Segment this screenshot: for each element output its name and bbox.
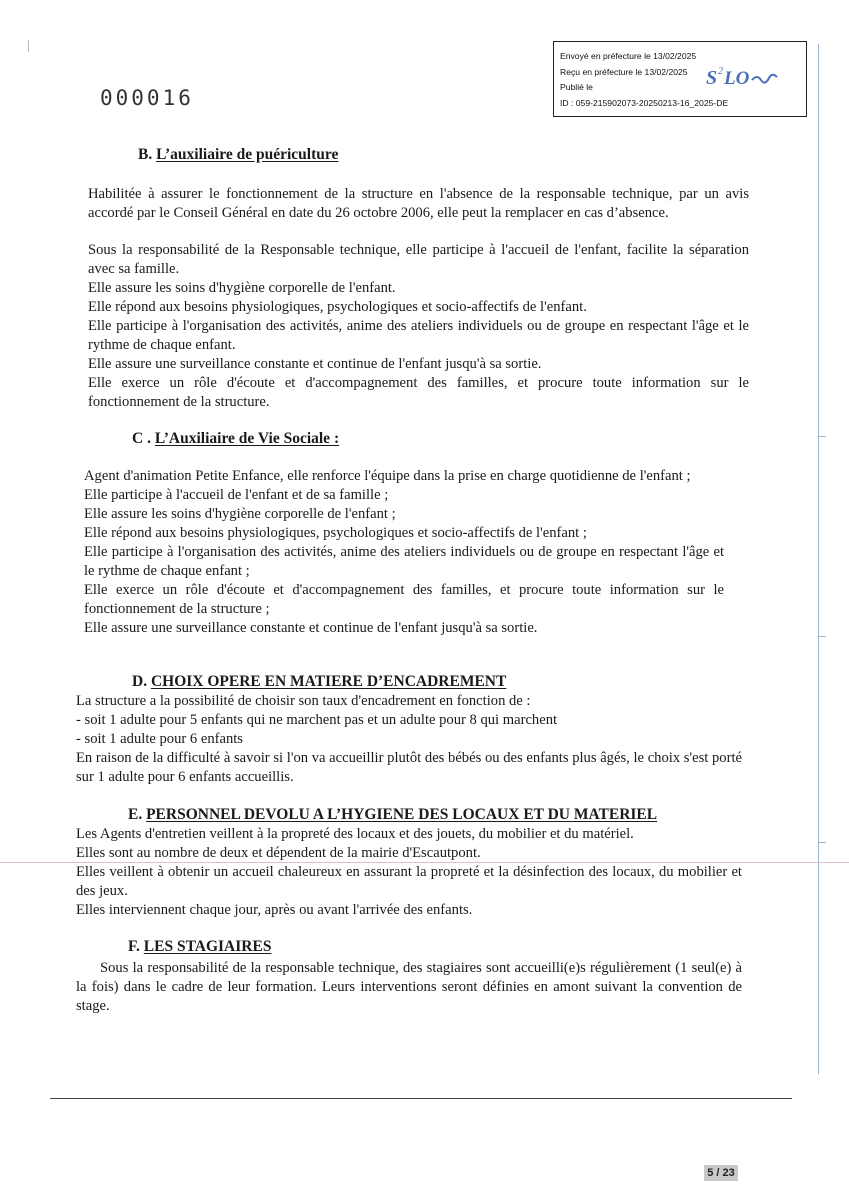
section-d-heading (132, 673, 506, 691)
section-b-text: Habilitée à assurer le fonctionnement de la structure en l'absence de la responsable technique, par un avis accordé par le Conseil Général en date du 26 octobre 2006, elle peut la remplacer en cas d’absence. (88, 186, 749, 221)
section-d-line: En raison de la difficulté à savoir si l'on va accueillir plutôt des bébés ou des enfants plus âgés, le choix s'est porté sur 1 adulte pour 6 enfants accueillis. (76, 750, 742, 785)
section-c-line: Agent d'animation Petite Enfance, elle renforce l'équipe dans la prise en charge quotidienne de l'enfant ; (84, 468, 691, 484)
margin-tick (818, 636, 826, 637)
section-b-heading (138, 146, 338, 164)
prefecture-stamp (553, 41, 807, 117)
section-e-line: Elles sont au nombre de deux et dépendent de la mairie d'Escautpont. (76, 845, 481, 861)
section-e-heading (128, 806, 657, 824)
section-c-line: Elle répond aux besoins physiologiques, psychologiques et socio-affectifs de l'enfant ; (84, 525, 587, 541)
stamp-received-date: Reçu en préfecture le 13/02/2025 (560, 66, 688, 77)
section-d-line: - soit 1 adulte pour 5 enfants qui ne marchent pas et un adulte pour 8 qui marchent (76, 712, 558, 728)
section-d-body (76, 692, 742, 787)
section-c-line: Elle participe à l'accueil de l'enfant et de sa famille ; (84, 487, 389, 503)
section-f-body (76, 959, 742, 1016)
stamp-id: ID : 059-215902073-20250213-16_2025-DE (560, 97, 729, 108)
section-c-line: Elle assure une surveillance constante et continue de l'enfant jusqu'à sa sortie. (84, 620, 538, 636)
section-e-body (76, 825, 742, 920)
section-d-letter: D. (132, 673, 148, 690)
section-f-heading (128, 938, 271, 956)
section-e-letter: E. (128, 806, 143, 823)
section-b-paragraph-2 (88, 241, 749, 412)
section-f-text: Sous la responsabilité de la responsable technique, des stagiaires sont accueilli(e)s régulièrement (1 seul(e) à la fois) dans le cadre de leur formation. Leurs interventions seront définies en amont suivant la convention de stage. (76, 960, 742, 1014)
margin-tick (818, 436, 826, 437)
section-b-line: Elle participe à l'organisation des activités, anime des ateliers individuels ou de groupe en respectant l'âge et le rythme de chaque enfant. (88, 318, 749, 353)
footer-divider (50, 1098, 792, 1099)
section-b-title: L’auxiliaire de puériculture (156, 146, 339, 163)
section-c-line: Elle participe à l'organisation des activités, anime des ateliers individuels ou de groupe en respectant l'âge et le rythme de chaque enfant ; (84, 544, 724, 579)
section-b-line: Elle exerce un rôle d'écoute et d'accompagnement des familles, et procure toute information sur le fonctionnement de la structure. (88, 375, 749, 410)
svg-text:S: S (706, 67, 718, 89)
section-b-text: Sous la responsabilité de la Responsable technique, elle participe à l'accueil de l'enfant, facilite la séparation avec sa famille. (88, 242, 749, 277)
section-c-letter: C . (132, 430, 151, 447)
section-e-line: Elles veillent à obtenir un accueil chaleureux en assurant la propreté et la désinfection des locaux, du mobilier et des jeux. (76, 864, 742, 899)
section-b-letter: B. (138, 146, 153, 163)
section-f-letter: F. (128, 938, 140, 955)
section-c-heading (132, 430, 339, 448)
stamp-sent-date: Envoyé en préfecture le 13/02/2025 (560, 51, 697, 61)
section-d-title: CHOIX OPERE EN MATIERE D’ENCADREMENT (150, 673, 507, 690)
document-number: 000016 (100, 86, 194, 110)
scan-mark (28, 40, 29, 52)
section-b-paragraph-1 (88, 185, 749, 223)
s2lo-signature-logo (706, 64, 786, 90)
section-c-body (84, 467, 724, 638)
stamp-published: Publié le (560, 82, 593, 92)
section-e-line: Elles interviennent chaque jour, après ou avant l'arrivée des enfants. (76, 902, 473, 918)
section-d-line: La structure a la possibilité de choisir son taux d'encadrement en fonction de : (76, 693, 531, 709)
section-d-line: - soit 1 adulte pour 6 enfants (76, 731, 243, 747)
margin-tick (818, 842, 826, 843)
margin-rule (818, 44, 819, 1074)
svg-text:LO: LO (724, 68, 750, 89)
section-e-line: Les Agents d'entretien veillent à la propreté des locaux et des jouets, du mobilier et du matériel. (76, 826, 634, 842)
section-e-title: PERSONNEL DEVOLU A L’HYGIENE DES LOCAUX ET DU MATERIEL (146, 806, 658, 823)
section-b-line: Elle assure les soins d'hygiène corporelle de l'enfant. (88, 280, 396, 296)
section-b-line: Elle assure une surveillance constante et continue de l'enfant jusqu'à sa sortie. (88, 356, 542, 372)
section-f-title: LES STAGIAIRES (143, 938, 272, 955)
page-number: 5 / 23 (704, 1165, 738, 1181)
svg-text:2: 2 (718, 66, 723, 77)
section-c-line: Elle assure les soins d'hygiène corporelle de l'enfant ; (84, 506, 396, 522)
section-c-title: L’Auxiliaire de Vie Sociale : (154, 430, 340, 447)
section-b-line: Elle répond aux besoins physiologiques, psychologiques et socio-affectifs de l'enfant. (88, 299, 587, 315)
section-c-line: Elle exerce un rôle d'écoute et d'accompagnement des familles, et procure toute information sur le fonctionnement de la structure ; (84, 582, 724, 617)
